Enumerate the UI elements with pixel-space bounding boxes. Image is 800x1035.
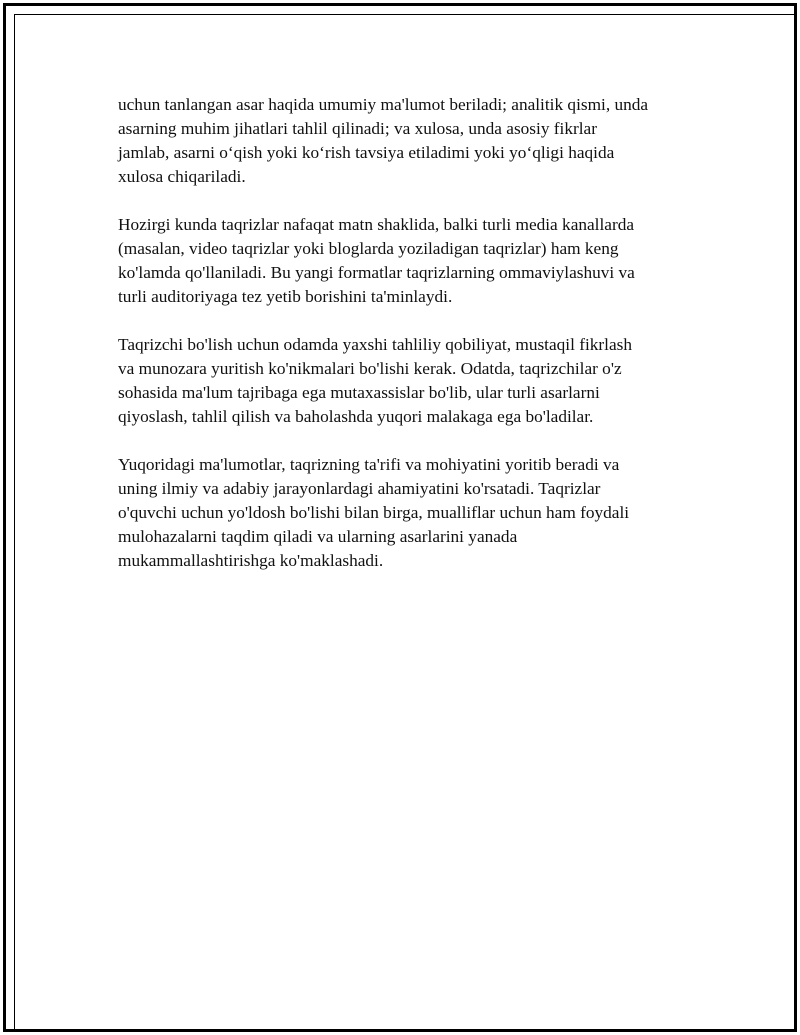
text-line: Yuqoridagi ma'lumotlar, taqrizning ta'rifi va mohiyatini yoritib beradi va — [118, 455, 620, 474]
text-line: mulohazalarni taqdim qiladi va ularning asarlarini yanada — [118, 527, 518, 546]
paragraph-4 — [118, 453, 698, 573]
text-line: xulosa chiqariladi. — [118, 167, 246, 186]
text-line: qiyoslash, tahlil qilish va baholashda yuqori malakaga ega bo'ladilar. — [118, 407, 594, 426]
paragraph-1 — [118, 93, 698, 189]
text-line: va munozara yuritish ko'nikmalari bo'lishi kerak. Odatda, taqrizchilar o'z — [118, 359, 622, 378]
text-line: Taqrizchi bo'lish uchun odamda yaxshi tahliliy qobiliyat, mustaqil fikrlash — [118, 335, 633, 354]
text-line: (masalan, video taqrizlar yoki bloglarda yoziladigan taqrizlar) ham keng — [118, 239, 619, 258]
text-line: o'quvchi uchun yo'ldosh bo'lishi bilan birga, mualliflar uchun ham foydali — [118, 503, 630, 522]
text-line: uchun tanlangan asar haqida umumiy ma'lumot beriladi; analitik qismi, unda — [118, 95, 649, 114]
paragraph-2 — [118, 213, 698, 309]
text-line: ko'lamda qo'llaniladi. Bu yangi formatlar taqrizlarning ommaviylashuvi va — [118, 263, 635, 282]
paragraph-3 — [118, 333, 698, 429]
document-body — [118, 93, 698, 597]
text-line: jamlab, asarni o‘qish yoki ko‘rish tavsiya etiladimi yoki yo‘qligi haqida — [118, 143, 615, 162]
text-line: Hozirgi kunda taqrizlar nafaqat matn shaklida, balki turli media kanallarda — [118, 215, 635, 234]
text-line: asarning muhim jihatlari tahlil qilinadi; va xulosa, unda asosiy fikrlar — [118, 119, 597, 138]
text-line: turli auditoriyaga tez yetib borishini ta'minlaydi. — [118, 287, 453, 306]
text-line: mukammallashtirishga ko'maklashadi. — [118, 551, 384, 570]
text-line: sohasida ma'lum tajribaga ega mutaxassislar bo'lib, ular turli asarlarni — [118, 383, 600, 402]
text-line: uning ilmiy va adabiy jarayonlardagi ahamiyatini ko'rsatadi. Taqrizlar — [118, 479, 601, 498]
